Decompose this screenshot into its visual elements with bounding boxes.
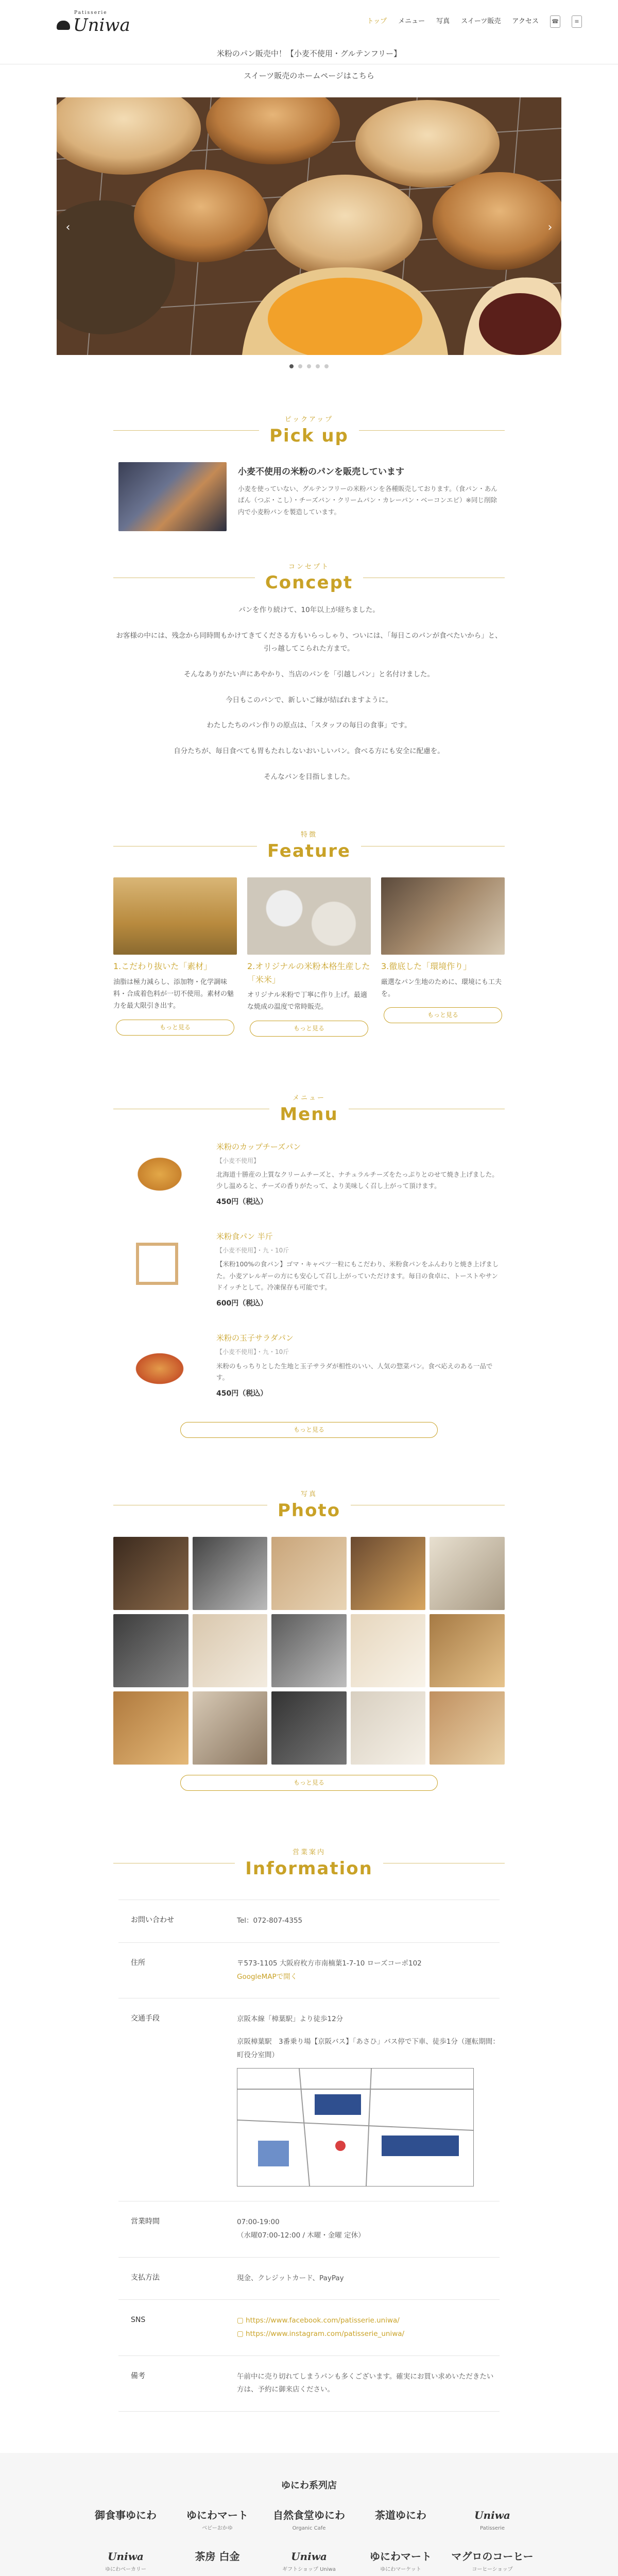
photo-thumb[interactable] [430,1614,505,1687]
logo-text: Uniwa [73,15,130,36]
feature-title: 2.オリジナルの米粉本格生産した「米米」 [247,961,370,985]
info-row [118,2300,500,2355]
concept-text [113,604,505,784]
info-value: （水曜07:00-12:00 / 木曜・金曜 定休） [237,2231,365,2240]
hero-image [57,97,561,355]
phone-icon[interactable]: ☎ [550,15,560,28]
info-value: 〒573-1105 大阪府枚方市南楠葉1-7-10 ローズコーポ102 [237,1959,422,1968]
concept-paragraph: パンを作り続けて、10年以上が経ちました。 [238,606,380,615]
menu-item[interactable] [118,1230,500,1309]
nav-menu[interactable]: メニュー [398,17,425,25]
info-row [118,2356,500,2412]
photo-thumb[interactable] [113,1537,188,1610]
menu-price: 450円（税込） [216,1197,268,1206]
section-heading [113,562,505,594]
slider-dot[interactable] [316,364,320,368]
info-label: お問い合わせ [131,1916,174,1925]
more-button[interactable]: もっと見る [250,1021,368,1037]
info-label: 住所 [131,1959,145,1968]
info-row [118,1998,500,2201]
concept-paragraph: 自分たちが、毎日食べても胃もたれしないおいしいパン。食べる方にも安全に配慮を。 [174,747,444,756]
menu-tag: 【小麦不使用】 [216,1157,260,1164]
logo-main [57,16,130,34]
photo-grid [113,1537,505,1765]
menu-name: 米粉のカップチーズパン [216,1142,301,1151]
related-logo[interactable]: Uniwa ゆにわベーカリー [105,2550,146,2572]
more-button[interactable]: もっと見る [384,1007,502,1023]
menu-name: 米粉の玉子サラダパン [216,1333,294,1343]
photo-thumb[interactable] [351,1691,426,1765]
pickup-section [0,415,618,531]
feature-image [247,877,371,955]
info-label: 交通手段 [131,2014,160,2023]
access-map[interactable] [237,2068,474,2187]
info-value: 京阪本線「樟葉駅」より徒歩12分 [237,2015,344,2024]
info-row [118,1900,500,1943]
related-logo[interactable]: Uniwa Patisserie [474,2509,510,2531]
feature-list [113,877,505,1037]
concept-paragraph: わたしたちのパン作りの原点は、「スタッフの毎日の食事」です。 [207,721,411,730]
pickup-item[interactable] [118,462,500,531]
nav-sweets[interactable]: スイーツ販売 [461,17,501,25]
section-ruby: ピックアップ [284,416,334,423]
info-row [118,2258,500,2300]
section-ruby: コンセプト [288,563,330,571]
slider-dot[interactable] [324,364,329,368]
photo-thumb[interactable] [193,1537,268,1610]
info-value: 午前中に売り切れてしまうパンも多くございます。確実にお買い求めいただきたい方は、予約に御来店ください。 [237,2372,494,2394]
chef-hat-icon [57,21,70,30]
nav-access[interactable]: アクセス [512,17,539,25]
feature-card [247,877,371,1037]
concept-paragraph: 今日もこのパンで、新しいご縁が結ばれますように。 [226,696,392,704]
menu-desc: 米粉のもっちりとした生地と玉子サラダが相性のいい、人気の惣菜パン。食べ応えのある一品です。 [216,1362,493,1381]
site-logo[interactable] [57,9,130,34]
related-logo[interactable]: 茶道ゆにわ [375,2509,426,2521]
menu-more-button[interactable]: もっと見る [180,1422,438,1438]
pickup-image [118,462,227,531]
nav-photo[interactable]: 写真 [436,17,450,25]
slider-dots [0,364,618,368]
info-label: SNS [131,2316,146,2325]
photo-thumb[interactable] [193,1614,268,1687]
facebook-icon: ▢ [237,2316,246,2325]
main-nav [367,15,582,28]
nav-top[interactable]: トップ [367,17,387,25]
photo-thumb[interactable] [351,1537,426,1610]
pickup-text: 小麦を使っていない、グルテンフリーの米粉パンを各種販売しております。（食パン・あんぱん（つぶ・こし）・チーズパン・クリームパン・カレーパン・ベーコンエピ）※同じ削除内で小麦粉パンを製造しています。 [238,484,497,516]
section-heading [113,415,505,447]
feature-text: 油脂は極力減らし、添加物・化学調味料・合成着色料が一切不使用。素材の魅力を最大限引き出す。 [113,978,234,1010]
information-section [0,1848,618,2412]
photo-thumb[interactable] [193,1691,268,1765]
section-title: Concept [265,572,353,594]
photo-thumb[interactable] [113,1691,188,1765]
photo-section [0,1489,618,1791]
section-ruby: 特徴 [301,831,318,839]
slider-dot[interactable] [298,364,302,368]
menu-desc: 【米粉100%の食パン】ゴマ・キャベツ一粒にもこだわり、米粉食パンをふんわりと焼き上げました。小麦アレルギーの方にも安心して召し上がっていただけます。毎日の食卓に、トーストやサンドイッチとして。冷凍保存も可能です。 [216,1260,499,1292]
menu-tag: 【小麦不使用】・九・10斤 [216,1348,289,1356]
feature-card [381,877,505,1037]
photo-thumb[interactable] [351,1614,426,1687]
menu-price: 600円（税込） [216,1299,268,1308]
instagram-icon: ▢ [237,2329,246,2338]
related-logo[interactable]: マグロのコーヒー コーヒーショップ [451,2550,534,2572]
concept-paragraph: お客様の中には、残念から同時間もかけてきてくださる方もいらっしゃり、ついには、「毎日このパンが食べたいから」と、引っ越してこられた方まで。 [116,631,502,653]
facebook-link[interactable]: https://www.facebook.com/patisserie.uniwa/ [246,2316,400,2325]
concept-paragraph: そんなパンを目指しました。 [264,772,354,781]
sweets-link-banner[interactable]: スイーツ販売のホームページはこちら [244,71,374,80]
slider-dot[interactable] [289,364,294,368]
feature-card [113,877,237,1037]
slider-next-icon[interactable]: › [547,221,553,234]
site-header [0,0,618,43]
hero-slider[interactable] [57,97,561,355]
slider-dot[interactable] [307,364,311,368]
related-logo[interactable]: ゆにわマート ゆにわマーケット [370,2550,432,2572]
menu-item[interactable] [118,1141,500,1208]
photo-thumb[interactable] [271,1691,347,1765]
menu-tag: 【小麦不使用】・九・10斤 [216,1247,289,1255]
feature-title: 1.こだわり抜いた「素材」 [113,961,212,971]
pickup-title: 小麦不使用の米粉のパンを販売しています [238,466,404,477]
instagram-link[interactable]: https://www.instagram.com/patisserie_uniwa/ [246,2329,405,2338]
related-logo-grid [82,2507,536,2576]
concept-section [0,562,618,784]
feature-text: オリジナル米粉で丁寧に作り上げ。最適な焼成の温度で常時販売。 [247,991,367,1011]
logo-sub: Patisserie [74,10,108,15]
announcement-banner[interactable]: 米粉のパン販売中！【小麦不使用・グルテンフリー】 [0,43,618,64]
info-label: 備考 [131,2371,145,2380]
related-logo[interactable]: 自然食堂ゆにわ Organic Cafe [273,2509,345,2531]
photo-thumb[interactable] [430,1537,505,1610]
menu-item[interactable] [118,1332,500,1399]
info-row [118,1943,500,1998]
section-title: Photo [277,1500,341,1521]
related-logo[interactable]: 茶房 白金 [195,2550,240,2563]
info-value: 京阪樟葉駅 3番乗り場【京阪バス】「あさひ」バス停で下車、徒歩1分（運転期間：町役分室間） [237,2038,500,2059]
feature-image [381,877,505,955]
photo-thumb[interactable] [271,1537,347,1610]
menu-section [0,1093,618,1438]
info-value: 07:00-19:00 [237,2218,280,2227]
section-ruby: 写真 [300,1490,317,1499]
related-logo[interactable]: Uniwa ギフトショップ Uniwa [282,2550,336,2572]
section-ruby: 営業案内 [292,1848,325,1856]
section-title: Menu [280,1104,338,1125]
info-table [118,1900,500,2411]
section-ruby: メニュー [292,1094,325,1103]
info-value[interactable]: Tel：072-807-4355 [237,1917,303,1925]
menu-price: 450円（税込） [216,1389,268,1398]
feature-text: 厳選なパン生地のために、環境にも工夫を。 [381,978,502,998]
section-heading [113,1489,505,1521]
menu-image [118,1141,201,1208]
photo-more-button[interactable]: もっと見る [180,1775,438,1791]
feature-title: 3.徹底した「環境作り」 [381,961,472,971]
related-title: ゆにわ系列店 [281,2480,337,2491]
photo-thumb[interactable] [430,1691,505,1765]
info-label: 支払方法 [131,2273,160,2282]
feature-image [113,877,237,955]
photo-thumb[interactable] [271,1614,347,1687]
photo-thumb[interactable] [113,1614,188,1687]
section-heading [113,1848,505,1879]
section-heading [113,830,505,862]
menu-name: 米粉食パン 半斤 [216,1232,273,1242]
feature-section [0,830,618,1037]
info-value: 現金、クレジットカード、PayPay [237,2274,344,2282]
section-heading [113,1093,505,1125]
related-logo[interactable]: 御食事ゆにわ [95,2509,157,2521]
info-label: 営業時間 [131,2217,160,2226]
menu-desc: 北海道十勝産の上質なクリームチーズと、ナチュラルチーズをたっぷりとのせて焼き上げました。少し温めると、チーズの香りがたって、より美味しく召し上がって頂けます。 [216,1170,499,1190]
related-logo[interactable]: ゆにわマート ベビーおかゆ [186,2509,248,2531]
related-stores [0,2453,618,2576]
menu-image [118,1332,201,1399]
google-map-link[interactable]: GoogleMAPで開く [237,1972,298,1981]
section-title: Pick up [269,425,349,446]
slider-prev-icon[interactable]: ‹ [65,221,71,234]
section-title: Feature [267,841,351,862]
more-button[interactable]: もっと見る [116,1020,234,1036]
concept-paragraph: そんなありがたい声にあやかり、当店のパンを「引越しパン」と名付けました。 [184,670,434,679]
info-row [118,2201,500,2257]
menu-list [118,1141,500,1399]
section-title: Information [245,1858,373,1879]
menu-image [118,1230,201,1297]
menu-icon[interactable]: ≡ [572,15,582,28]
